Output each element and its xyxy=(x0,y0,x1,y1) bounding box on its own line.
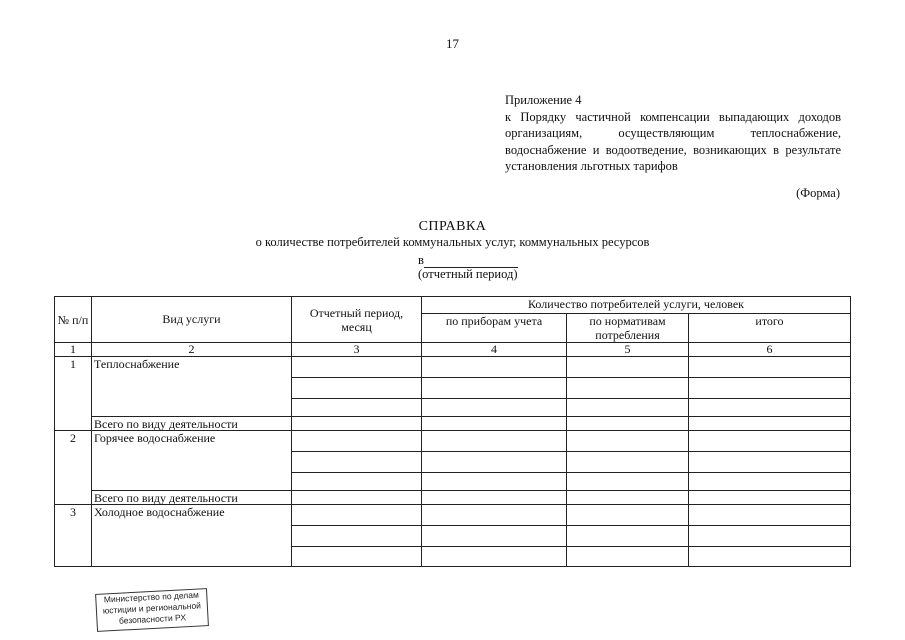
table-cell[interactable] xyxy=(422,491,567,505)
stamp-line: Министерство по делам xyxy=(103,589,200,605)
period-prefix: в xyxy=(418,253,424,267)
table-cell[interactable] xyxy=(689,505,851,526)
total-row xyxy=(55,491,851,505)
table-cell[interactable] xyxy=(689,378,851,399)
table-row xyxy=(55,505,851,526)
table-cell[interactable] xyxy=(422,547,567,567)
table-cell[interactable] xyxy=(292,431,422,452)
service-name: Горячее водоснабжение xyxy=(92,431,292,491)
section-number: 1 xyxy=(55,357,92,431)
table-row xyxy=(55,431,851,452)
table-cell[interactable] xyxy=(422,399,567,417)
table-cell[interactable] xyxy=(422,505,567,526)
header-no: № п/п xyxy=(55,297,92,343)
table-cell[interactable] xyxy=(689,431,851,452)
table-cell[interactable] xyxy=(292,417,422,431)
table-cell[interactable] xyxy=(292,357,422,378)
column-number: 4 xyxy=(422,343,567,357)
header-service: Вид услуги xyxy=(92,297,292,343)
table-cell[interactable] xyxy=(422,526,567,547)
table-cell[interactable] xyxy=(292,491,422,505)
appendix-text: к Порядку частичной компенсации выпадающих доходов организациям, осуществляющим теплоснабжение, водоснабжение и водоотведение, возникающих в результате установления льготных тарифов xyxy=(505,109,841,173)
table-cell[interactable] xyxy=(689,547,851,567)
section-number: 3 xyxy=(55,505,92,567)
column-number: 2 xyxy=(92,343,292,357)
page-number: 17 xyxy=(446,36,459,51)
table-cell[interactable] xyxy=(292,526,422,547)
period-note: (отчетный период) xyxy=(418,267,518,281)
document-title: СПРАВКА xyxy=(418,219,487,234)
table-cell[interactable] xyxy=(567,378,689,399)
table-cell[interactable] xyxy=(689,473,851,491)
table-cell[interactable] xyxy=(689,357,851,378)
table-cell[interactable] xyxy=(567,399,689,417)
form-label: (Форма) xyxy=(796,186,840,200)
document-subtitle: о количестве потребителей коммунальных услуг, коммунальных ресурсов xyxy=(255,235,650,249)
table-cell[interactable] xyxy=(567,547,689,567)
column-number: 6 xyxy=(689,343,851,357)
section-number: 2 xyxy=(55,431,92,505)
table-cell[interactable] xyxy=(567,452,689,473)
total-label: Всего по виду деятельности xyxy=(92,417,292,431)
column-number: 5 xyxy=(567,343,689,357)
table-cell[interactable] xyxy=(422,452,567,473)
table-cell[interactable] xyxy=(567,473,689,491)
header-consumers-group: Количество потребителей услуги, человек xyxy=(422,297,851,314)
table-cell[interactable] xyxy=(567,417,689,431)
header-total: итого xyxy=(689,314,851,343)
table-cell[interactable] xyxy=(689,491,851,505)
table-cell[interactable] xyxy=(292,378,422,399)
table-cell[interactable] xyxy=(292,473,422,491)
column-numbers-row xyxy=(55,343,851,357)
table-cell[interactable] xyxy=(422,431,567,452)
total-label: Всего по виду деятельности xyxy=(92,491,292,505)
appendix-title: Приложение 4 xyxy=(505,93,582,107)
period-line xyxy=(418,253,528,268)
table-cell[interactable] xyxy=(567,357,689,378)
stamp-line: юстиции и региональной xyxy=(102,600,202,616)
column-number: 3 xyxy=(292,343,422,357)
table-cell[interactable] xyxy=(689,452,851,473)
table-cell[interactable] xyxy=(689,526,851,547)
table-cell[interactable] xyxy=(567,431,689,452)
appendix-note xyxy=(505,92,841,175)
table-cell[interactable] xyxy=(689,417,851,431)
table-cell[interactable] xyxy=(422,417,567,431)
table-cell[interactable] xyxy=(422,357,567,378)
table-cell[interactable] xyxy=(689,399,851,417)
table-cell[interactable] xyxy=(292,547,422,567)
header-period: Отчетный период, месяц xyxy=(292,297,422,343)
table-row xyxy=(55,357,851,378)
consumers-table xyxy=(54,296,851,567)
table-cell[interactable] xyxy=(292,399,422,417)
header-by-norms: по нормативам потребления xyxy=(567,314,689,343)
table-cell[interactable] xyxy=(567,526,689,547)
table-cell[interactable] xyxy=(292,505,422,526)
service-name: Холодное водоснабжение xyxy=(92,505,292,567)
table-cell[interactable] xyxy=(292,452,422,473)
stamp-line: безопасности РХ xyxy=(118,612,187,626)
table-cell[interactable] xyxy=(422,378,567,399)
service-name: Теплоснабжение xyxy=(92,357,292,417)
total-row xyxy=(55,417,851,431)
header-by-meters: по приборам учета xyxy=(422,314,567,343)
table-cell[interactable] xyxy=(422,473,567,491)
table-cell[interactable] xyxy=(567,505,689,526)
table-cell[interactable] xyxy=(567,491,689,505)
column-number: 1 xyxy=(55,343,92,357)
ministry-stamp xyxy=(95,588,209,632)
